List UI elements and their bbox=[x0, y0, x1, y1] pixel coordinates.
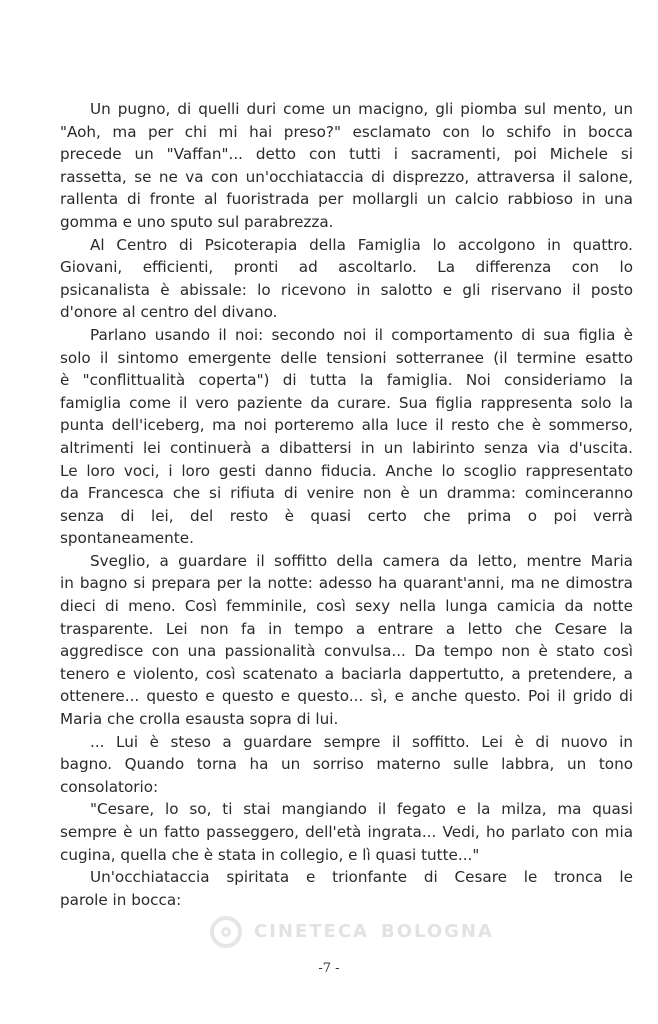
text-line: in bagno si prepara per la notte: adesso ha quarant'anni, ma ne dimostra bbox=[60, 574, 633, 593]
text-line: Parlano usando il noi: secondo noi il comportamento di sua figlia è bbox=[90, 325, 633, 344]
watermark-line-1: CINETECA bbox=[254, 921, 369, 942]
text-line: d'onore al centro del divano. bbox=[60, 303, 278, 322]
text-line: senza di lei, del resto è quasi certo che prima o poi verrà bbox=[60, 506, 633, 525]
text-line: dieci di meno. Così femminile, così sexy nella lunga camicia da notte bbox=[60, 597, 633, 616]
text-line: consolatorio: bbox=[60, 777, 159, 796]
paragraph bbox=[60, 866, 633, 911]
text-line: Maria che crolla esausta sopra di lui. bbox=[60, 710, 339, 729]
text-line: tenero e violento, così scatenato a baciarla dappertutto, a pretendere, a bbox=[60, 664, 633, 683]
text-line: aggredisce con una passionalità convulsa... Da tempo non è stato così bbox=[60, 642, 633, 661]
paragraph bbox=[60, 324, 633, 550]
page-body bbox=[60, 98, 633, 911]
text-line: punta dell'iceberg, ma noi porteremo alla luce il resto che è sommerso, bbox=[60, 416, 633, 435]
text-line: da Francesca che si rifiuta di venire non è un dramma: cominceranno bbox=[60, 484, 633, 503]
text-line: parole in bocca: bbox=[60, 890, 182, 909]
text-line: gomma e uno sputo sul parabrezza. bbox=[60, 212, 334, 231]
text-line: ottenere... questo e questo e questo... sì, e anche questo. Poi il grido di bbox=[60, 687, 633, 706]
text-line: famiglia come il vero paziente da curare. Sua figlia rappresenta solo la bbox=[60, 393, 633, 412]
watermark bbox=[210, 912, 510, 952]
text-line: precede un "Vaffan"... detto con tutti i sacramenti, poi Michele si bbox=[60, 145, 633, 164]
text-line: Giovani, efficienti, pronti ad ascoltarlo. La differenza con lo bbox=[60, 258, 633, 277]
text-line: Sveglio, a guardare il soffitto della camera da letto, mentre Maria bbox=[90, 551, 633, 570]
text-line: "Cesare, lo so, ti stai mangiando il fegato e la milza, ma quasi bbox=[90, 800, 633, 819]
paragraph bbox=[60, 550, 633, 731]
paragraph bbox=[60, 731, 633, 799]
paragraph bbox=[60, 798, 633, 866]
page-number: -7 - bbox=[318, 961, 340, 976]
text-line: Un pugno, di quelli duri come un macigno, gli piomba sul mento, un bbox=[90, 100, 633, 118]
paragraph bbox=[60, 98, 633, 234]
text-line: Le loro voci, i loro gesti danno fiducia. Anche lo scoglio rappresentato bbox=[60, 461, 633, 480]
text-line: solo il sintomo emergente delle tensioni sotterranee (il termine esatto bbox=[60, 348, 633, 367]
watermark-line-2: BOLOGNA bbox=[380, 921, 494, 942]
text-line: trasparente. Lei non fa in tempo a entrare a letto che Cesare la bbox=[60, 619, 633, 638]
text-line: cugina, quella che è stata in collegio, e lì quasi tutte..." bbox=[60, 845, 480, 864]
text-line: bagno. Quando torna ha un sorriso materno sulle labbra, un tono bbox=[60, 755, 633, 774]
text-line: sempre è un fatto passeggero, dell'età ingrata... Vedi, ho parlato con mia bbox=[60, 823, 633, 841]
text-line: rassetta, se ne va con un'occhiataccia di disprezzo, attraversa il salone, bbox=[60, 167, 633, 186]
text-line: ... Lui è steso a guardare sempre il soffitto. Lei è di nuovo in bbox=[90, 732, 633, 751]
text-line: Al Centro di Psicoterapia della Famiglia lo accolgono in quattro. bbox=[90, 235, 633, 254]
text-line: è "conflittualità coperta") di tutta la famiglia. Noi consideriamo la bbox=[60, 371, 633, 390]
text-line: Un'occhiataccia spiritata e trionfante di Cesare le tronca le bbox=[90, 868, 633, 887]
text-line: altrimenti lei continuerà a dibattersi in un labirinto senza via d'uscita. bbox=[60, 438, 633, 457]
watermark-text bbox=[254, 920, 506, 944]
watermark-logo-icon bbox=[210, 916, 242, 948]
text-line: "Aoh, ma per chi mi hai preso?" esclamato con lo schifo in bocca bbox=[60, 122, 633, 141]
text-line: spontaneamente. bbox=[60, 529, 194, 548]
text-line: psicanalista è abissale: lo ricevono in salotto e gli riservano il posto bbox=[60, 280, 633, 299]
text-line: rallenta di fronte al fuoristrada per mollargli un calcio rabbioso in una bbox=[60, 190, 633, 209]
paragraph bbox=[60, 234, 633, 324]
